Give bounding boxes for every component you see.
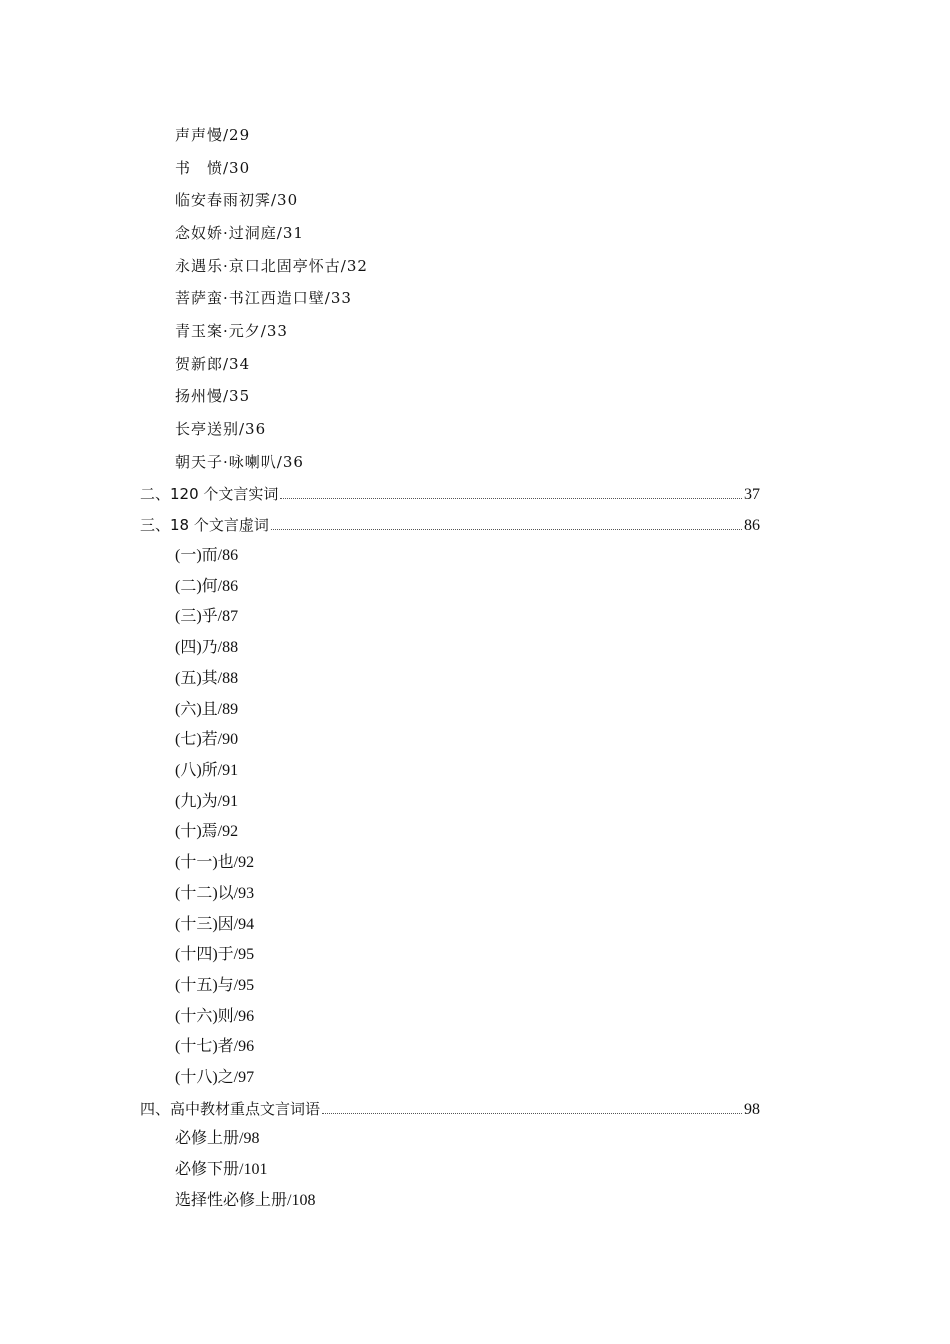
dot-leader (280, 497, 742, 499)
toc-entry-poem: 临安春雨初霁/30 (175, 191, 299, 209)
section-title: 二、120 个文言实词 (140, 485, 279, 503)
toc-entry-function-word: (十五)与/95 (175, 977, 255, 994)
toc-entry-poem: 青玉案·元夕/33 (175, 322, 288, 340)
toc-entry-textbook: 必修上册/98 (175, 1130, 260, 1147)
section-page-number: 37 (744, 486, 760, 503)
toc-entry-poem: 菩萨蛮·书江西造口壁/33 (175, 289, 352, 307)
toc-entry-poem: 永遇乐·京口北固亭怀古/32 (175, 257, 368, 275)
toc-entry-textbook: 必修下册/101 (175, 1161, 268, 1178)
toc-entry-function-word: (四)乃/88 (175, 639, 239, 656)
toc-entry-function-word: (十)焉/92 (175, 823, 239, 840)
dot-leader (271, 528, 742, 530)
toc-entry-function-word: (十一)也/92 (175, 854, 255, 871)
toc-entry-function-word: (一)而/86 (175, 547, 239, 564)
toc-entry-function-word: (九)为/91 (175, 793, 239, 810)
toc-entry-function-word: (三)乎/87 (175, 608, 239, 625)
toc-entry-function-word: (七)若/90 (175, 731, 239, 748)
toc-section-heading (140, 515, 760, 536)
toc-entry-poem: 朝天子·咏喇叭/36 (175, 453, 304, 471)
toc-entry-poem: 念奴娇·过洞庭/31 (175, 224, 304, 242)
toc-entry-poem: 长亭送别/36 (175, 420, 267, 438)
toc-entry-textbook: 选择性必修上册/108 (175, 1192, 316, 1209)
toc-entry-function-word: (五)其/88 (175, 670, 239, 687)
toc-entry-function-word: (十三)因/94 (175, 916, 255, 933)
toc-entry-function-word: (十六)则/96 (175, 1008, 255, 1025)
toc-entry-function-word: (十二)以/93 (175, 885, 255, 902)
toc-entry-function-word: (八)所/91 (175, 762, 239, 779)
toc-entry-poem: 书 愤/30 (175, 159, 251, 177)
toc-entry-poem: 扬州慢/35 (175, 387, 251, 405)
section-page-number: 98 (744, 1101, 760, 1118)
dot-leader (322, 1112, 742, 1114)
toc-entry-function-word: (十七)者/96 (175, 1038, 255, 1055)
toc-entry-poem: 贺新郎/34 (175, 355, 251, 373)
section-title: 四、高中教材重点文言词语 (140, 1100, 321, 1118)
toc-entry-function-word: (十八)之/97 (175, 1069, 255, 1086)
toc-entry-function-word: (六)且/89 (175, 701, 239, 718)
section-page-number: 86 (744, 517, 760, 534)
section-title: 三、18 个文言虚词 (140, 516, 269, 534)
toc-section-heading (140, 1099, 760, 1120)
toc-section-heading (140, 484, 760, 505)
toc-entry-function-word: (二)何/86 (175, 578, 239, 595)
toc-entry-function-word: (十四)于/95 (175, 946, 255, 963)
toc-entry-poem: 声声慢/29 (175, 126, 251, 144)
